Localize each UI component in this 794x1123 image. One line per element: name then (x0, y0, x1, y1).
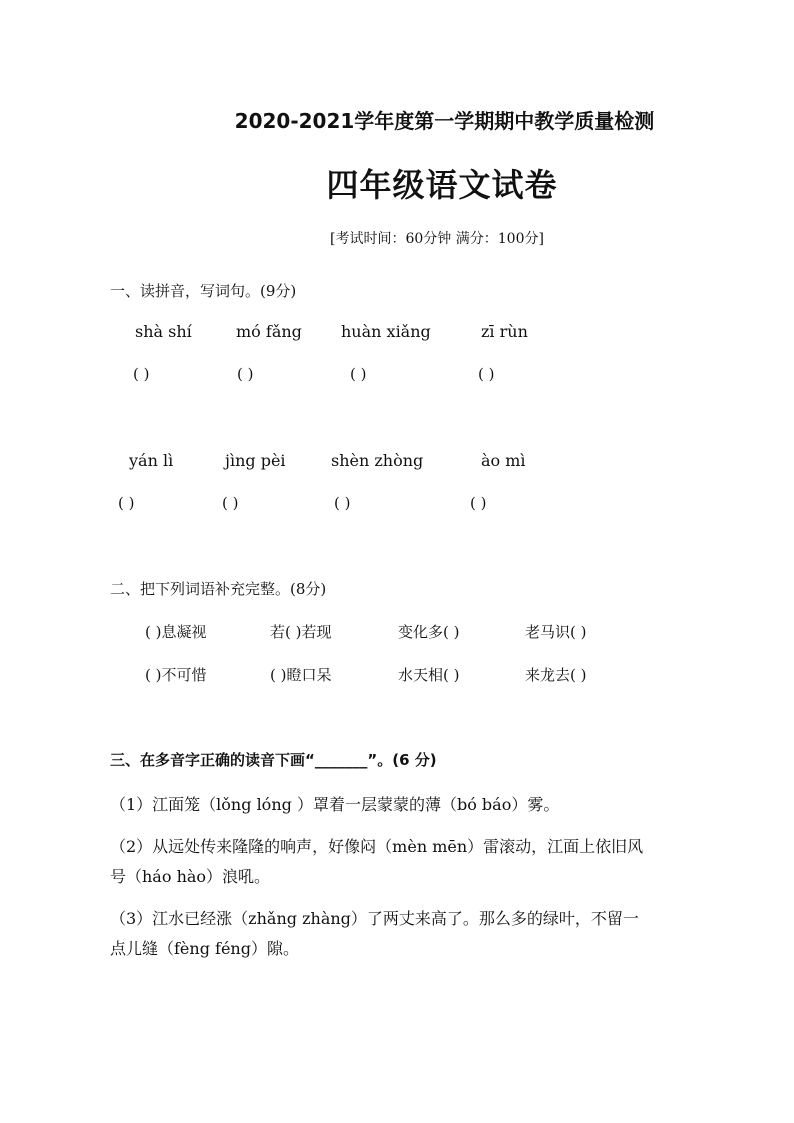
idiom-fill-item[interactable]: 变化多( ) (398, 623, 460, 641)
question-line: 点儿缝（fèng féng）隙。 (110, 939, 299, 958)
question-line: （2）从远处传来隆隆的响声，好像闷（mèn mēn）雷滚动，江面上依旧风 (110, 837, 644, 856)
idiom-fill-item[interactable]: ( )瞪口呆 (270, 666, 332, 684)
exam-subtitle: 2020-2021学年度第一学期期中教学质量检测 (234, 109, 655, 133)
answer-blank[interactable]: ( ) (470, 494, 487, 512)
answer-blank[interactable]: ( ) (334, 494, 351, 512)
pinyin-item: ào mì (481, 451, 526, 470)
pinyin-item: shà shí (135, 322, 192, 341)
pinyin-item: shèn zhòng (331, 451, 424, 470)
pinyin-item: zī rùn (481, 322, 528, 341)
idiom-fill-item[interactable]: ( )息凝视 (145, 623, 207, 641)
idiom-fill-item[interactable]: 若( )若现 (270, 623, 332, 641)
pinyin-item: mó fǎng (236, 322, 302, 341)
section1-heading: 一、读拼音，写词句。(9分) (110, 282, 297, 300)
idiom-fill-item[interactable]: 水天相( ) (398, 666, 460, 684)
idiom-fill-item[interactable]: 来龙去( ) (525, 666, 587, 684)
answer-blank[interactable]: ( ) (350, 365, 367, 383)
section3-heading: 三、在多音字正确的读音下画“_______”。(6 分) (110, 751, 437, 769)
pinyin-item: yán lì (129, 451, 174, 470)
answer-blank[interactable]: ( ) (478, 365, 495, 383)
answer-blank[interactable]: ( ) (133, 365, 150, 383)
answer-blank[interactable]: ( ) (222, 494, 239, 512)
idiom-fill-item[interactable]: 老马识( ) (525, 623, 587, 641)
question-line: 号（háo hào）浪吼。 (110, 867, 271, 886)
answer-blank[interactable]: ( ) (118, 494, 135, 512)
exam-info: [考试时间：60分钟 满分：100分] (330, 231, 544, 247)
answer-blank[interactable]: ( ) (237, 365, 254, 383)
pinyin-item: jìng pèi (225, 451, 286, 470)
pinyin-item: huàn xiǎng (341, 322, 431, 341)
section2-heading: 二、把下列词语补充完整。(8分) (110, 580, 327, 598)
idiom-fill-item[interactable]: ( )不可惜 (145, 666, 207, 684)
question-line: （1）江面笼（lǒng lóng ）罩着一层蒙蒙的薄（bó báo）雾。 (110, 795, 560, 814)
exam-title: 四年级语文试卷 (326, 166, 558, 204)
question-line: （3）江水已经涨（zhǎng zhàng）了两丈来高了。那么多的绿叶，不留一 (110, 909, 639, 928)
